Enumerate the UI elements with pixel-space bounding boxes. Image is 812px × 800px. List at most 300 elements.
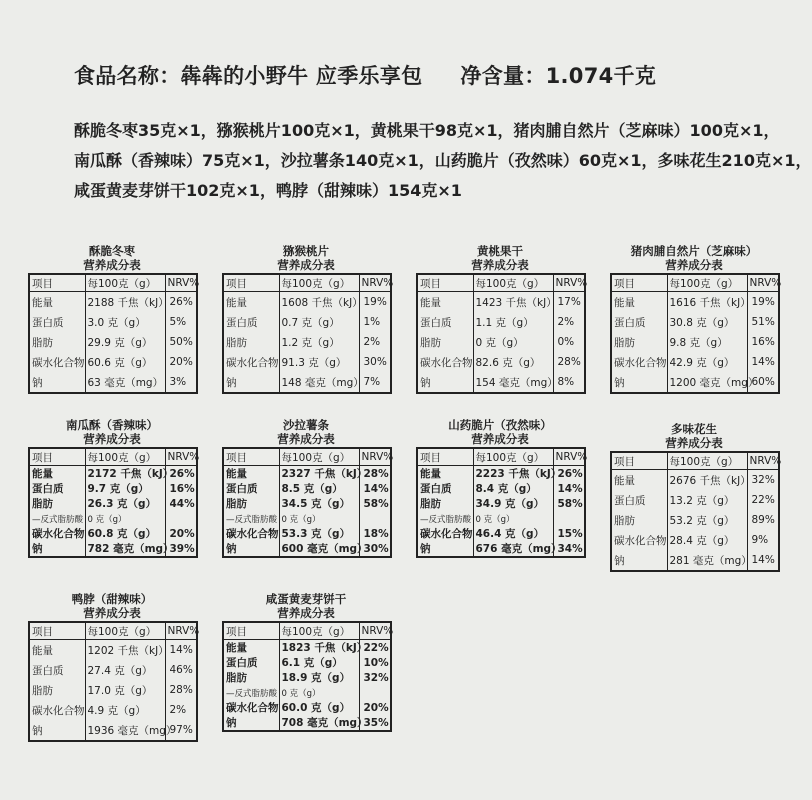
nutrient-name: 能量: [29, 466, 85, 482]
table-row: [611, 372, 779, 393]
nutrient-value: 1.1 克（g）: [473, 312, 553, 332]
nutrient-nrv: 1%: [359, 312, 391, 332]
nutrient-name: 脂肪: [611, 332, 667, 352]
nutrient-name: 蛋白质: [611, 312, 667, 332]
nutrient-value: 782 毫克（mg）: [85, 541, 165, 557]
nutrient-value: 9.7 克（g）: [85, 481, 165, 496]
nutrient-nrv: 35%: [359, 715, 391, 731]
table-row: [223, 700, 391, 715]
nutrient-name: 能量: [223, 292, 279, 313]
nutrient-name: 脂肪: [29, 332, 85, 352]
nutrient-value: 53.3 克（g）: [279, 526, 359, 541]
header-per-100g: 每100克（g）: [279, 274, 359, 292]
nutrient-name: 碳水化合物: [223, 700, 279, 715]
nutrient-value: 676 毫克（mg）: [473, 541, 553, 557]
nutrient-name: —反式脂肪酸: [29, 511, 85, 526]
header-nrv: NRV%: [747, 452, 779, 470]
table-row: [29, 292, 197, 313]
nutrient-value: 3.0 克（g）: [85, 312, 165, 332]
nutrient-value: 2223 千焦（kJ）: [473, 466, 553, 482]
nutrient-nrv: 20%: [165, 526, 197, 541]
nutrient-value: 2188 千焦（kJ）: [85, 292, 165, 313]
table-row: [417, 352, 585, 372]
nutrient-nrv: 60%: [747, 372, 779, 393]
panel-product-name: 猪肉脯自然片（芝麻味）: [630, 244, 758, 258]
header-nrv: NRV%: [359, 622, 391, 640]
nutrient-nrv: 14%: [359, 481, 391, 496]
nutrient-nrv: 15%: [553, 526, 585, 541]
nutrient-nrv: 22%: [747, 490, 779, 510]
panel-title: 营养成分表: [277, 606, 335, 620]
table-row: [223, 481, 391, 496]
panel-title: 营养成分表: [277, 258, 335, 272]
table-row: [223, 292, 391, 313]
header-item: 项目: [223, 622, 279, 640]
nutrient-value: 1616 千焦（kJ）: [667, 292, 747, 313]
nutrient-name: 蛋白质: [29, 481, 85, 496]
nutrition-panel: [28, 244, 200, 394]
nutrient-name: —反式脂肪酸: [223, 511, 279, 526]
header-item: 项目: [29, 622, 85, 640]
table-row: [29, 700, 197, 720]
nutrient-value: 1823 千焦（kJ）: [279, 640, 359, 656]
nutrient-name: 蛋白质: [223, 312, 279, 332]
nutrient-nrv: [165, 511, 197, 526]
nutrient-name: —反式脂肪酸: [417, 511, 473, 526]
table-row: [611, 530, 779, 550]
table-row: [29, 481, 197, 496]
header-nrv: NRV%: [359, 274, 391, 292]
nutrition-panel: [610, 244, 782, 394]
nutrient-nrv: 28%: [359, 466, 391, 482]
nutrient-value: 154 毫克（mg）: [473, 372, 553, 393]
nutrient-value: 0 克（g）: [85, 511, 165, 526]
panel-title: 营养成分表: [665, 436, 723, 450]
nutrition-panel: [222, 418, 394, 558]
nutrient-name: 钠: [417, 541, 473, 557]
nutrition-panel: [222, 244, 394, 394]
table-header-row: [417, 274, 585, 292]
nutrition-table: [610, 273, 780, 394]
header-item: 项目: [611, 274, 667, 292]
table-row: [223, 685, 391, 700]
nutrition-panel: [222, 592, 394, 732]
table-row: [29, 640, 197, 661]
nutrition-panel: [416, 244, 588, 394]
nutrient-nrv: 26%: [165, 292, 197, 313]
table-row: [223, 352, 391, 372]
nutrient-name: 能量: [29, 292, 85, 313]
nutrient-name: 钠: [29, 372, 85, 393]
nutrient-name: 钠: [29, 541, 85, 557]
nutrient-nrv: 14%: [553, 481, 585, 496]
panel-product-name: 酥脆冬枣: [89, 244, 135, 258]
nutrient-name: 碳水化合物: [29, 352, 85, 372]
nutrient-value: 600 毫克（mg）: [279, 541, 359, 557]
nutrient-value: 17.0 克（g）: [85, 680, 165, 700]
nutrient-nrv: 39%: [165, 541, 197, 557]
table-row: [29, 660, 197, 680]
table-row: [29, 372, 197, 393]
nutrition-table: [222, 447, 392, 558]
contents-line: 咸蛋黄麦芽饼干102克×1，鸭脖（甜辣味）154克×1: [74, 181, 462, 200]
nutrient-nrv: 32%: [747, 470, 779, 491]
table-row: [417, 511, 585, 526]
nutrition-table: [416, 447, 586, 558]
panel-product-name: 黄桃果干: [477, 244, 523, 258]
nutrient-name: 碳水化合物: [29, 526, 85, 541]
nutrient-nrv: 16%: [165, 481, 197, 496]
table-row: [611, 470, 779, 491]
table-row: [223, 332, 391, 352]
header-per-100g: 每100克（g）: [279, 622, 359, 640]
table-row: [223, 312, 391, 332]
nutrient-nrv: 2%: [165, 700, 197, 720]
nutrient-name: 钠: [223, 541, 279, 557]
product-title: [74, 60, 656, 90]
table-row: [611, 550, 779, 571]
table-row: [29, 720, 197, 741]
panel-title: 营养成分表: [83, 258, 141, 272]
header-item: 项目: [611, 452, 667, 470]
table-row: [29, 526, 197, 541]
nutrient-value: 60.6 克（g）: [85, 352, 165, 372]
nutrient-value: 1200 毫克（mg）: [667, 372, 747, 393]
nutrient-name: 脂肪: [223, 496, 279, 511]
panel-product-name: 猕猴桃片: [283, 244, 329, 258]
header-item: 项目: [29, 274, 85, 292]
nutrient-value: 2327 千焦（kJ）: [279, 466, 359, 482]
table-row: [29, 332, 197, 352]
nutrient-name: 蛋白质: [29, 312, 85, 332]
net-weight: 净含量：1.074千克: [460, 64, 657, 88]
nutrient-name: 碳水化合物: [29, 700, 85, 720]
header-per-100g: 每100克（g）: [85, 622, 165, 640]
nutrient-nrv: 2%: [359, 332, 391, 352]
table-row: [223, 496, 391, 511]
table-header-row: [223, 622, 391, 640]
table-header-row: [29, 622, 197, 640]
nutrient-nrv: 32%: [359, 670, 391, 685]
nutrient-value: 0 克（g）: [473, 332, 553, 352]
nutrient-name: 能量: [223, 466, 279, 482]
nutrition-table: [28, 273, 198, 394]
table-row: [29, 496, 197, 511]
nutrient-name: 能量: [29, 640, 85, 661]
nutrient-name: 蛋白质: [223, 655, 279, 670]
panel-title: 营养成分表: [665, 258, 723, 272]
panel-product-name: 鸭脖（甜辣味）: [71, 592, 153, 606]
nutrient-nrv: 14%: [747, 550, 779, 571]
nutrition-table: [610, 451, 780, 572]
table-row: [417, 466, 585, 482]
nutrient-nrv: 28%: [165, 680, 197, 700]
table-header-row: [611, 452, 779, 470]
nutrient-name: 能量: [223, 640, 279, 656]
nutrient-nrv: 30%: [359, 541, 391, 557]
nutrient-value: 28.4 克（g）: [667, 530, 747, 550]
table-row: [223, 511, 391, 526]
header-per-100g: 每100克（g）: [279, 448, 359, 466]
nutrient-nrv: 58%: [553, 496, 585, 511]
nutrient-name: 蛋白质: [417, 481, 473, 496]
table-row: [223, 670, 391, 685]
nutrition-table: [28, 447, 198, 558]
nutrition-panel: [416, 418, 588, 558]
nutrient-nrv: 19%: [747, 292, 779, 313]
nutrient-nrv: 50%: [165, 332, 197, 352]
nutrient-nrv: 5%: [165, 312, 197, 332]
table-row: [417, 312, 585, 332]
nutrient-nrv: 8%: [553, 372, 585, 393]
nutrient-value: 42.9 克（g）: [667, 352, 747, 372]
nutrient-name: 钠: [29, 720, 85, 741]
nutrient-nrv: 97%: [165, 720, 197, 741]
nutrition-table: [28, 621, 198, 742]
nutrient-name: 蛋白质: [29, 660, 85, 680]
nutrient-name: 脂肪: [611, 510, 667, 530]
contents-line: 酥脆冬枣35克×1，猕猴桃片100克×1，黄桃果干98克×1，猪肉脯自然片（芝麻味）100克×1，: [74, 121, 780, 140]
nutrient-nrv: 22%: [359, 640, 391, 656]
nutrient-nrv: 28%: [553, 352, 585, 372]
table-row: [611, 332, 779, 352]
nutrient-value: 1608 千焦（kJ）: [279, 292, 359, 313]
nutrient-nrv: 58%: [359, 496, 391, 511]
nutrient-value: 0 克（g）: [279, 685, 359, 700]
nutrient-name: 脂肪: [417, 332, 473, 352]
table-header-row: [223, 274, 391, 292]
nutrient-name: 钠: [223, 715, 279, 731]
nutrient-nrv: [553, 511, 585, 526]
panel-product-name: 山药脆片（孜然味）: [448, 418, 552, 432]
header-item: 项目: [223, 448, 279, 466]
nutrient-value: 0 克（g）: [473, 511, 553, 526]
nutrient-nrv: [359, 511, 391, 526]
nutrient-value: 8.5 克（g）: [279, 481, 359, 496]
nutrient-name: 碳水化合物: [417, 526, 473, 541]
nutrient-name: 碳水化合物: [611, 352, 667, 372]
table-header-row: [29, 274, 197, 292]
nutrient-value: 53.2 克（g）: [667, 510, 747, 530]
nutrient-name: 能量: [417, 466, 473, 482]
nutrient-name: 蛋白质: [417, 312, 473, 332]
table-header-row: [417, 448, 585, 466]
nutrient-value: 18.9 克（g）: [279, 670, 359, 685]
table-row: [417, 372, 585, 393]
table-header-row: [223, 448, 391, 466]
nutrient-nrv: [359, 685, 391, 700]
nutrition-table: [222, 273, 392, 394]
nutrient-value: 148 毫克（mg）: [279, 372, 359, 393]
header-per-100g: 每100克（g）: [85, 274, 165, 292]
panel-title: 营养成分表: [83, 432, 141, 446]
nutrient-name: 蛋白质: [223, 481, 279, 496]
nutrient-name: 碳水化合物: [611, 530, 667, 550]
header-item: 项目: [223, 274, 279, 292]
nutrient-value: 9.8 克（g）: [667, 332, 747, 352]
nutrition-panel: [28, 418, 200, 558]
table-row: [223, 372, 391, 393]
header-nrv: NRV%: [165, 448, 197, 466]
header-item: 项目: [29, 448, 85, 466]
nutrient-name: 脂肪: [417, 496, 473, 511]
nutrient-value: 63 毫克（mg）: [85, 372, 165, 393]
nutrient-value: 27.4 克（g）: [85, 660, 165, 680]
nutrient-value: 2676 千焦（kJ）: [667, 470, 747, 491]
nutrient-nrv: 14%: [747, 352, 779, 372]
table-row: [223, 526, 391, 541]
nutrient-name: 钠: [223, 372, 279, 393]
nutrient-value: 1202 千焦（kJ）: [85, 640, 165, 661]
nutrient-nrv: 3%: [165, 372, 197, 393]
table-row: [611, 292, 779, 313]
table-header-row: [29, 448, 197, 466]
nutrient-name: 钠: [611, 372, 667, 393]
nutrient-nrv: 44%: [165, 496, 197, 511]
nutrient-value: 1.2 克（g）: [279, 332, 359, 352]
header-nrv: NRV%: [553, 274, 585, 292]
table-row: [417, 332, 585, 352]
nutrient-nrv: 20%: [359, 700, 391, 715]
nutrient-nrv: 18%: [359, 526, 391, 541]
header-nrv: NRV%: [359, 448, 391, 466]
nutrient-value: 29.9 克（g）: [85, 332, 165, 352]
nutrient-value: 1936 毫克（mg）: [85, 720, 165, 741]
nutrient-value: 0.7 克（g）: [279, 312, 359, 332]
table-row: [417, 496, 585, 511]
nutrient-nrv: 26%: [553, 466, 585, 482]
table-row: [223, 466, 391, 482]
table-row: [417, 481, 585, 496]
nutrient-name: 脂肪: [223, 670, 279, 685]
table-row: [223, 655, 391, 670]
nutrient-nrv: 16%: [747, 332, 779, 352]
table-row: [417, 292, 585, 313]
table-row: [29, 541, 197, 557]
header-per-100g: 每100克（g）: [85, 448, 165, 466]
nutrient-value: 1423 千焦（kJ）: [473, 292, 553, 313]
nutrient-name: 能量: [611, 470, 667, 491]
nutrient-name: 蛋白质: [611, 490, 667, 510]
table-row: [223, 715, 391, 731]
nutrient-nrv: 10%: [359, 655, 391, 670]
nutrition-table: [222, 621, 392, 732]
nutrient-nrv: 51%: [747, 312, 779, 332]
nutrient-nrv: 19%: [359, 292, 391, 313]
nutrient-name: 碳水化合物: [417, 352, 473, 372]
nutrient-value: 34.9 克（g）: [473, 496, 553, 511]
table-row: [223, 541, 391, 557]
nutrient-name: 钠: [611, 550, 667, 571]
header-item: 项目: [417, 274, 473, 292]
nutrition-table: [416, 273, 586, 394]
nutrient-nrv: 20%: [165, 352, 197, 372]
table-row: [611, 312, 779, 332]
table-row: [611, 352, 779, 372]
panel-title: 营养成分表: [277, 432, 335, 446]
header-per-100g: 每100克（g）: [667, 274, 747, 292]
nutrient-name: 钠: [417, 372, 473, 393]
table-row: [417, 541, 585, 557]
nutrient-name: 脂肪: [223, 332, 279, 352]
header-per-100g: 每100克（g）: [667, 452, 747, 470]
header-per-100g: 每100克（g）: [473, 448, 553, 466]
nutrient-value: 34.5 克（g）: [279, 496, 359, 511]
table-header-row: [611, 274, 779, 292]
nutrient-name: 碳水化合物: [223, 352, 279, 372]
nutrient-value: 8.4 克（g）: [473, 481, 553, 496]
contents-line: 南瓜酥（香辣味）75克×1，沙拉薯条140克×1，山药脆片（孜然味）60克×1，多味花生210克×1，: [74, 151, 812, 170]
table-row: [29, 312, 197, 332]
header-nrv: NRV%: [165, 274, 197, 292]
nutrient-nrv: 89%: [747, 510, 779, 530]
nutrient-name: 碳水化合物: [223, 526, 279, 541]
header-per-100g: 每100克（g）: [473, 274, 553, 292]
nutrient-name: 能量: [417, 292, 473, 313]
nutrient-value: 46.4 克（g）: [473, 526, 553, 541]
nutrient-value: 4.9 克（g）: [85, 700, 165, 720]
panel-product-name: 多味花生: [671, 422, 717, 436]
nutrient-name: 脂肪: [29, 496, 85, 511]
table-row: [29, 466, 197, 482]
panel-product-name: 南瓜酥（香辣味）: [66, 418, 158, 432]
nutrient-nrv: 30%: [359, 352, 391, 372]
nutrient-value: 60.0 克（g）: [279, 700, 359, 715]
panel-title: 营养成分表: [471, 432, 529, 446]
nutrition-panel: [28, 592, 200, 742]
nutrient-value: 13.2 克（g）: [667, 490, 747, 510]
table-row: [223, 640, 391, 656]
nutrient-value: 6.1 克（g）: [279, 655, 359, 670]
nutrient-value: 0 克（g）: [279, 511, 359, 526]
header-nrv: NRV%: [165, 622, 197, 640]
nutrient-name: 能量: [611, 292, 667, 313]
header-item: 项目: [417, 448, 473, 466]
nutrient-nrv: 17%: [553, 292, 585, 313]
nutrient-value: 26.3 克（g）: [85, 496, 165, 511]
table-row: [29, 680, 197, 700]
table-row: [29, 511, 197, 526]
nutrient-nrv: 14%: [165, 640, 197, 661]
nutrient-nrv: 0%: [553, 332, 585, 352]
nutrient-nrv: 34%: [553, 541, 585, 557]
nutrient-nrv: 46%: [165, 660, 197, 680]
nutrient-value: 708 毫克（mg）: [279, 715, 359, 731]
nutrient-value: 281 毫克（mg）: [667, 550, 747, 571]
nutrient-value: 82.6 克（g）: [473, 352, 553, 372]
nutrition-panel: [610, 422, 782, 572]
panel-product-name: 沙拉薯条: [283, 418, 329, 432]
nutrient-nrv: 26%: [165, 466, 197, 482]
product-name: 食品名称：犇犇的小野牛 应季乐享包: [74, 64, 423, 88]
panel-product-name: 咸蛋黄麦芽饼干: [265, 592, 347, 606]
table-row: [417, 526, 585, 541]
nutrient-nrv: 9%: [747, 530, 779, 550]
table-row: [611, 490, 779, 510]
nutrient-value: 60.8 克（g）: [85, 526, 165, 541]
nutrient-nrv: 7%: [359, 372, 391, 393]
header-nrv: NRV%: [553, 448, 585, 466]
nutrient-value: 91.3 克（g）: [279, 352, 359, 372]
nutrient-value: 2172 千焦（kJ）: [85, 466, 165, 482]
panel-title: 营养成分表: [83, 606, 141, 620]
table-row: [29, 352, 197, 372]
nutrient-name: —反式脂肪酸: [223, 685, 279, 700]
table-row: [611, 510, 779, 530]
header-nrv: NRV%: [747, 274, 779, 292]
nutrient-name: 脂肪: [29, 680, 85, 700]
panel-title: 营养成分表: [471, 258, 529, 272]
